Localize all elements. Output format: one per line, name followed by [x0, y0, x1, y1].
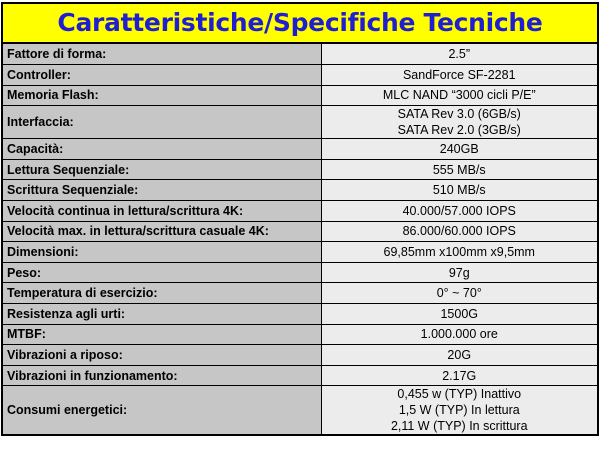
- spec-label: Controller:: [3, 65, 321, 86]
- spec-label: Memoria Flash:: [3, 85, 321, 106]
- spec-row: [3, 180, 597, 201]
- spec-value-line: 20G: [447, 348, 472, 363]
- spec-value-line: 2.5”: [448, 47, 471, 62]
- spec-row: [3, 242, 597, 263]
- spec-label: MTBF:: [3, 324, 321, 345]
- spec-value: [321, 106, 597, 139]
- spec-value-line: 97g: [448, 265, 470, 280]
- spec-value: [321, 221, 597, 242]
- spec-value: [321, 44, 597, 65]
- spec-value: [321, 159, 597, 180]
- spec-value-line: 1500G: [440, 306, 479, 321]
- spec-value: [321, 201, 597, 222]
- spec-label: Consumi energetici:: [3, 386, 321, 435]
- page-title: Caratteristiche/Specifiche Tecniche: [3, 4, 597, 44]
- spec-row: [3, 106, 597, 139]
- spec-label: Scrittura Sequenziale:: [3, 180, 321, 201]
- spec-row: [3, 201, 597, 222]
- spec-label: Interfaccia:: [3, 106, 321, 139]
- spec-label: Fattore di forma:: [3, 44, 321, 65]
- spec-value-line: 555 MB/s: [432, 162, 486, 177]
- spec-value-line: 2,11 W (TYP) In scrittura: [390, 419, 528, 434]
- spec-value: [321, 365, 597, 386]
- spec-value-line: 240GB: [439, 142, 479, 157]
- spec-row: [3, 139, 597, 160]
- spec-value: [321, 65, 597, 86]
- spec-row: [3, 159, 597, 180]
- spec-value-line: 2.17G: [442, 368, 477, 383]
- spec-value-line: 69,85mm x100mm x9,5mm: [383, 245, 535, 260]
- spec-sheet: [1, 2, 599, 436]
- spec-label: Temperatura di esercizio:: [3, 283, 321, 304]
- spec-table: [3, 44, 597, 434]
- spec-row: [3, 386, 597, 435]
- spec-row: [3, 221, 597, 242]
- spec-value: [321, 85, 597, 106]
- spec-value: [321, 324, 597, 345]
- spec-value-line: 0,455 w (TYP) Inattivo: [397, 387, 522, 402]
- spec-table-body: [3, 44, 597, 434]
- spec-label: Velocità continua in lettura/scrittura 4K:: [3, 201, 321, 222]
- spec-value-line: 510 MB/s: [432, 183, 486, 198]
- spec-value: [321, 139, 597, 160]
- spec-row: [3, 324, 597, 345]
- spec-value: [321, 180, 597, 201]
- spec-value-line: 0° ~ 70°: [436, 286, 482, 301]
- spec-row: [3, 65, 597, 86]
- spec-row: [3, 85, 597, 106]
- spec-label: Peso:: [3, 262, 321, 283]
- spec-label: Capacità:: [3, 139, 321, 160]
- spec-row: [3, 262, 597, 283]
- spec-label: Vibrazioni a riposo:: [3, 345, 321, 366]
- spec-value: [321, 262, 597, 283]
- spec-value: [321, 283, 597, 304]
- spec-value: [321, 242, 597, 263]
- spec-label: Resistenza agli urti:: [3, 304, 321, 325]
- spec-value-line: SATA Rev 3.0 (6GB/s): [397, 107, 521, 122]
- spec-value-line: 86.000/60.000 IOPS: [402, 224, 516, 239]
- spec-value: [321, 386, 597, 435]
- spec-value-line: MLC NAND “3000 cicli P/E”: [382, 88, 536, 103]
- spec-value-line: SATA Rev 2.0 (3GB/s): [397, 123, 521, 138]
- spec-row: [3, 345, 597, 366]
- spec-label: Vibrazioni in funzionamento:: [3, 365, 321, 386]
- spec-row: [3, 304, 597, 325]
- spec-value: [321, 304, 597, 325]
- spec-label: Velocità max. in lettura/scrittura casuale 4K:: [3, 221, 321, 242]
- spec-row: [3, 283, 597, 304]
- spec-row: [3, 365, 597, 386]
- spec-value-line: 40.000/57.000 IOPS: [402, 203, 516, 218]
- spec-label: Dimensioni:: [3, 242, 321, 263]
- spec-value: [321, 345, 597, 366]
- spec-label: Lettura Sequenziale:: [3, 159, 321, 180]
- spec-value-line: SandForce SF-2281: [402, 67, 516, 82]
- spec-value-line: 1,5 W (TYP) In lettura: [398, 403, 520, 418]
- spec-row: [3, 44, 597, 65]
- spec-value-line: 1.000.000 ore: [420, 327, 498, 342]
